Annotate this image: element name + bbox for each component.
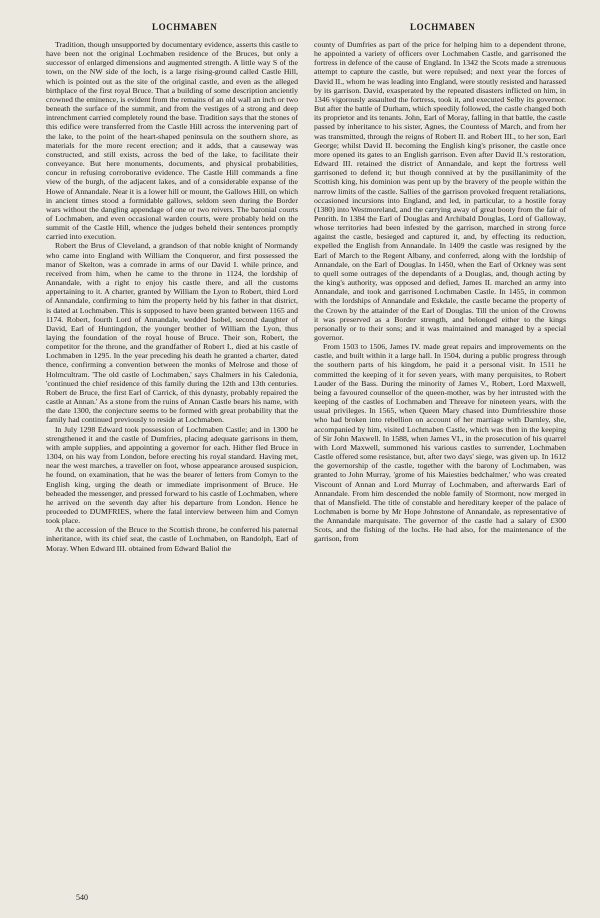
paragraph: At the accession of the Bruce to the Scottish throne, he conferred his paternal inheritance, with its chief seat, the castle of Lochmaben, on Randolph, Earl of Moray. When Edward III. obtained from Edward Baliol the (46, 525, 298, 553)
paragraph: county of Dumfries as part of the price for helping him to a dependent throne, he appointed a variety of officers over Lochmaben Castle, and garrisoned the fortress in defence of the cause of England. In 1342 the Scots made a strenuous attempt to capture the castle, but were repulsed; and next year the forces of David II., whom he was leading into England, were stoutly resisted and harassed by its garrison. David, exasperated by the repeated disasters inflicted on him, in 1346 vigorously assaulted the fortress, took it, and executed Selby its governor. But after the battle of Durham, which speedily followed, the castle changed both its proprietor and its tenants. John, Earl of Moray, falling in that battle, the castle passed by inheritance to his sister, Agnes, the Countess of March, and from her was transmitted, through the reigns of Robert II. and Robert III., to her son, Earl George; whilst David II. becoming the English king's prisoner, the castle once more opened its gates to an English garrison. Even after David II.'s restoration, Edward III. retained the district of Annandale, and kept the fortress well garrisoned to defend it; but though connived at by the pusillanimity of the Scottish king, his dominion was pent up by the bravery of the people within the narrow limits of the castle. Sallies of the garrison provoked frequent retaliations, occasioned incursions into England, and led, in particular, to a hostile foray (1380) into Westmoreland, and the carrying away of great booty from the fair of Penrith. In 1384 the Earl of Douglas and Archibald Douglas, Lord of Galloway, whose territories had been infested by the garrison, marched in strong force against the castle, besieged and captured it, and, by effecting its reduction, expelled the English from Annandale. In 1409 the castle was resigned by the Earl of March to the Regent Albany, and conferred, along with the lordship of Annandale, on the Earl of Douglas. In 1450, when the Earl of Orkney was sent to quell some outrages of the dependants of a Douglas, and, though acting by the king's authority, was opposed and defied, James II. marched an army into Annandale, and took and garrisoned Lochmaben Castle. In 1455, in common with the lordships of Annandale and Eskdale, the castle became the property of the Crown by the attainder of the Earl of Douglas. Till the union of the Crowns it was preserved as a Border strength, and belonged either to the kings personally or to their sons; and it was maintained and managed by a special governor. (314, 40, 566, 342)
running-header-left: LOCHMABEN (152, 22, 218, 32)
running-header-right: LOCHMABEN (410, 22, 476, 32)
paragraph: Tradition, though unsupported by documentary evidence, asserts this castle to have been not the original Lochmaben residence of the Bruces, but only a successor of enlarged dimensions and augmented strength. A little way S of the town, on the NW side of the loch, is a large rising-ground called Castle Hill, which is pointed out as the site of the original castle, and even as the alleged birthplace of the first royal Bruce. That a building of some description anciently crowned the eminence, is evident from the remains of an old wall an inch or two beneath the surface of the summit, and from the vestiges of a strong and deep intrenchment carried completely round the base. Tradition says that the stones of this edifice were transferred from the Castle Hill across the intervening part of the lake, to the point of the heart-shaped peninsula on the southern shore, as materials for the more recent erection; and it adds, that a causeway was constructed, and still exists, across the bed of the lake, to facilitate their conveyance. But here monuments, documents, and physical probabilities, concur in refusing corroborative evidence. The Castle Hill commands a fine view of the burgh, of the adjacent lakes, and of a considerable expanse of the Howe of Annandale. Near it is a lower hill or mount, the Gallows Hill, on which in ancient times stood a formidable gallows, seldom seen during the Border wars without the dangling appendage of one or two reivers. The baronial courts of Lochmaben, and even occasional warden courts, were probably held on the summit of the Castle Hill, whence the judges beheld their sentences promptly carried into execution. (46, 40, 298, 242)
paragraph: Robert the Brus of Cleveland, a grandson of that noble knight of Normandy who came into England with William the Conqueror, and first possessed the manor of Skelton, was a comrade in arms of our David I. while prince, and received from him, when he came to the throne in 1124, the lordship of Annandale, with a right to enjoy his castle there, and all the customs appertaining to it. A charter, granted by William the Lyon to Robert, third Lord of Annandale, confirming to him the property held by his father in that district, is dated at Lochmaben. This is supposed to have been granted between 1165 and 1174. Robert, fourth Lord of Annandale, wedded Isobel, second daughter of David, Earl of Huntingdon, the younger brother of William the Lyon, thus laying the foundation of the royal house of Bruce. Their son, Robert, the competitor for the throne, and the grandfather of Robert I., died at his castle of Lochmaben in 1295. In the year preceding his death he granted a charter, dated thence, confirming a convention between the monks of Melrose and those of Holmcultram. 'The old castle of Lochmaben,' says Chalmers in his Caledonia, 'continued the chief residence of this family during the 12th and 13th centuries. Robert de Bruce, the first Earl of Carrick, of this dynasty, probably repaired the castle at Annan.' As a stone from the ruins of Annan Castle bears his name, with the date 1300, the conjecture seems to be formed with great probability that the family had continued previously to reside at Lochmaben. (46, 241, 298, 425)
page-number: 540 (76, 893, 88, 902)
paragraph: In July 1298 Edward took possession of Lochmaben Castle; and in 1300 he strengthened it and the castle of Dumfries, placing adequate garrisons in them, with ample supplies, and appointing a governor for each. Hither fled Bruce in 1304, on his way from London, before erecting his royal standard. Having met, near the west marches, a traveller on foot, whose appearance aroused suspicion, he found, on examination, that he was the bearer of letters from Comyn to the English king, urging the death or immediate imprisonment of Bruce. He beheaded the messenger, and pressed forward to his castle of Lochmaben, where he arrived on the seventh day after his departure from London. Hence he proceeded to DUMFRIES, where the fatal interview between him and Comyn took place. (46, 424, 298, 526)
paragraph: From 1503 to 1506, James IV. made great repairs and improvements on the castle, and built within it a large hall. In 1504, during a public progress through the southern parts of his kingdom, he paid it a personal visit. In 1511 he committed the keeping of it for seven years, with many perquisites, to Robert Lauder of the Bass. During the minority of James V., Robert, Lord Maxwell, being a favoured counsellor of the queen-mother, was by her intrusted with the keeping of the castles of Lochmaben and Threave for nineteen years, with the usual privileges. In 1565, when Queen Mary chased into Dumfriesshire those who had broken into rebellion on account of her marriage with Darnley, she, accompanied by him, visited Lochmaben Castle, which was then in the keeping of Sir John Maxwell. In 1588, when James VI., in the prosecution of his quarrel with Lord Maxwell, summoned his various castles to surrender, Lochmaben Castle offered some resistance, but, after two days' siege, was given up. In 1612 the governorship of the castle, together with the barony of Lochmaben, was granted to John Murray, 'grome of his Maiesties bedchalmer,' who was created Viscount of Annan and Lord Murray of Lochmaben, and afterwards Earl of Annandale. From him descended the noble family of Stormont, now merged in that of Mansfield. The title of constable and hereditary keeper of the palace of Lochmaben is borne by Mr Hope Johnstone of Annandale, as representative of the Annandale marquisate. The governor of the castle had a salary of £300 Scots, and the fishing of the lochs. He had also, for the maintenance of the garrison, from (314, 342, 566, 544)
left-text-column (46, 40, 298, 910)
right-text-column (314, 40, 566, 910)
